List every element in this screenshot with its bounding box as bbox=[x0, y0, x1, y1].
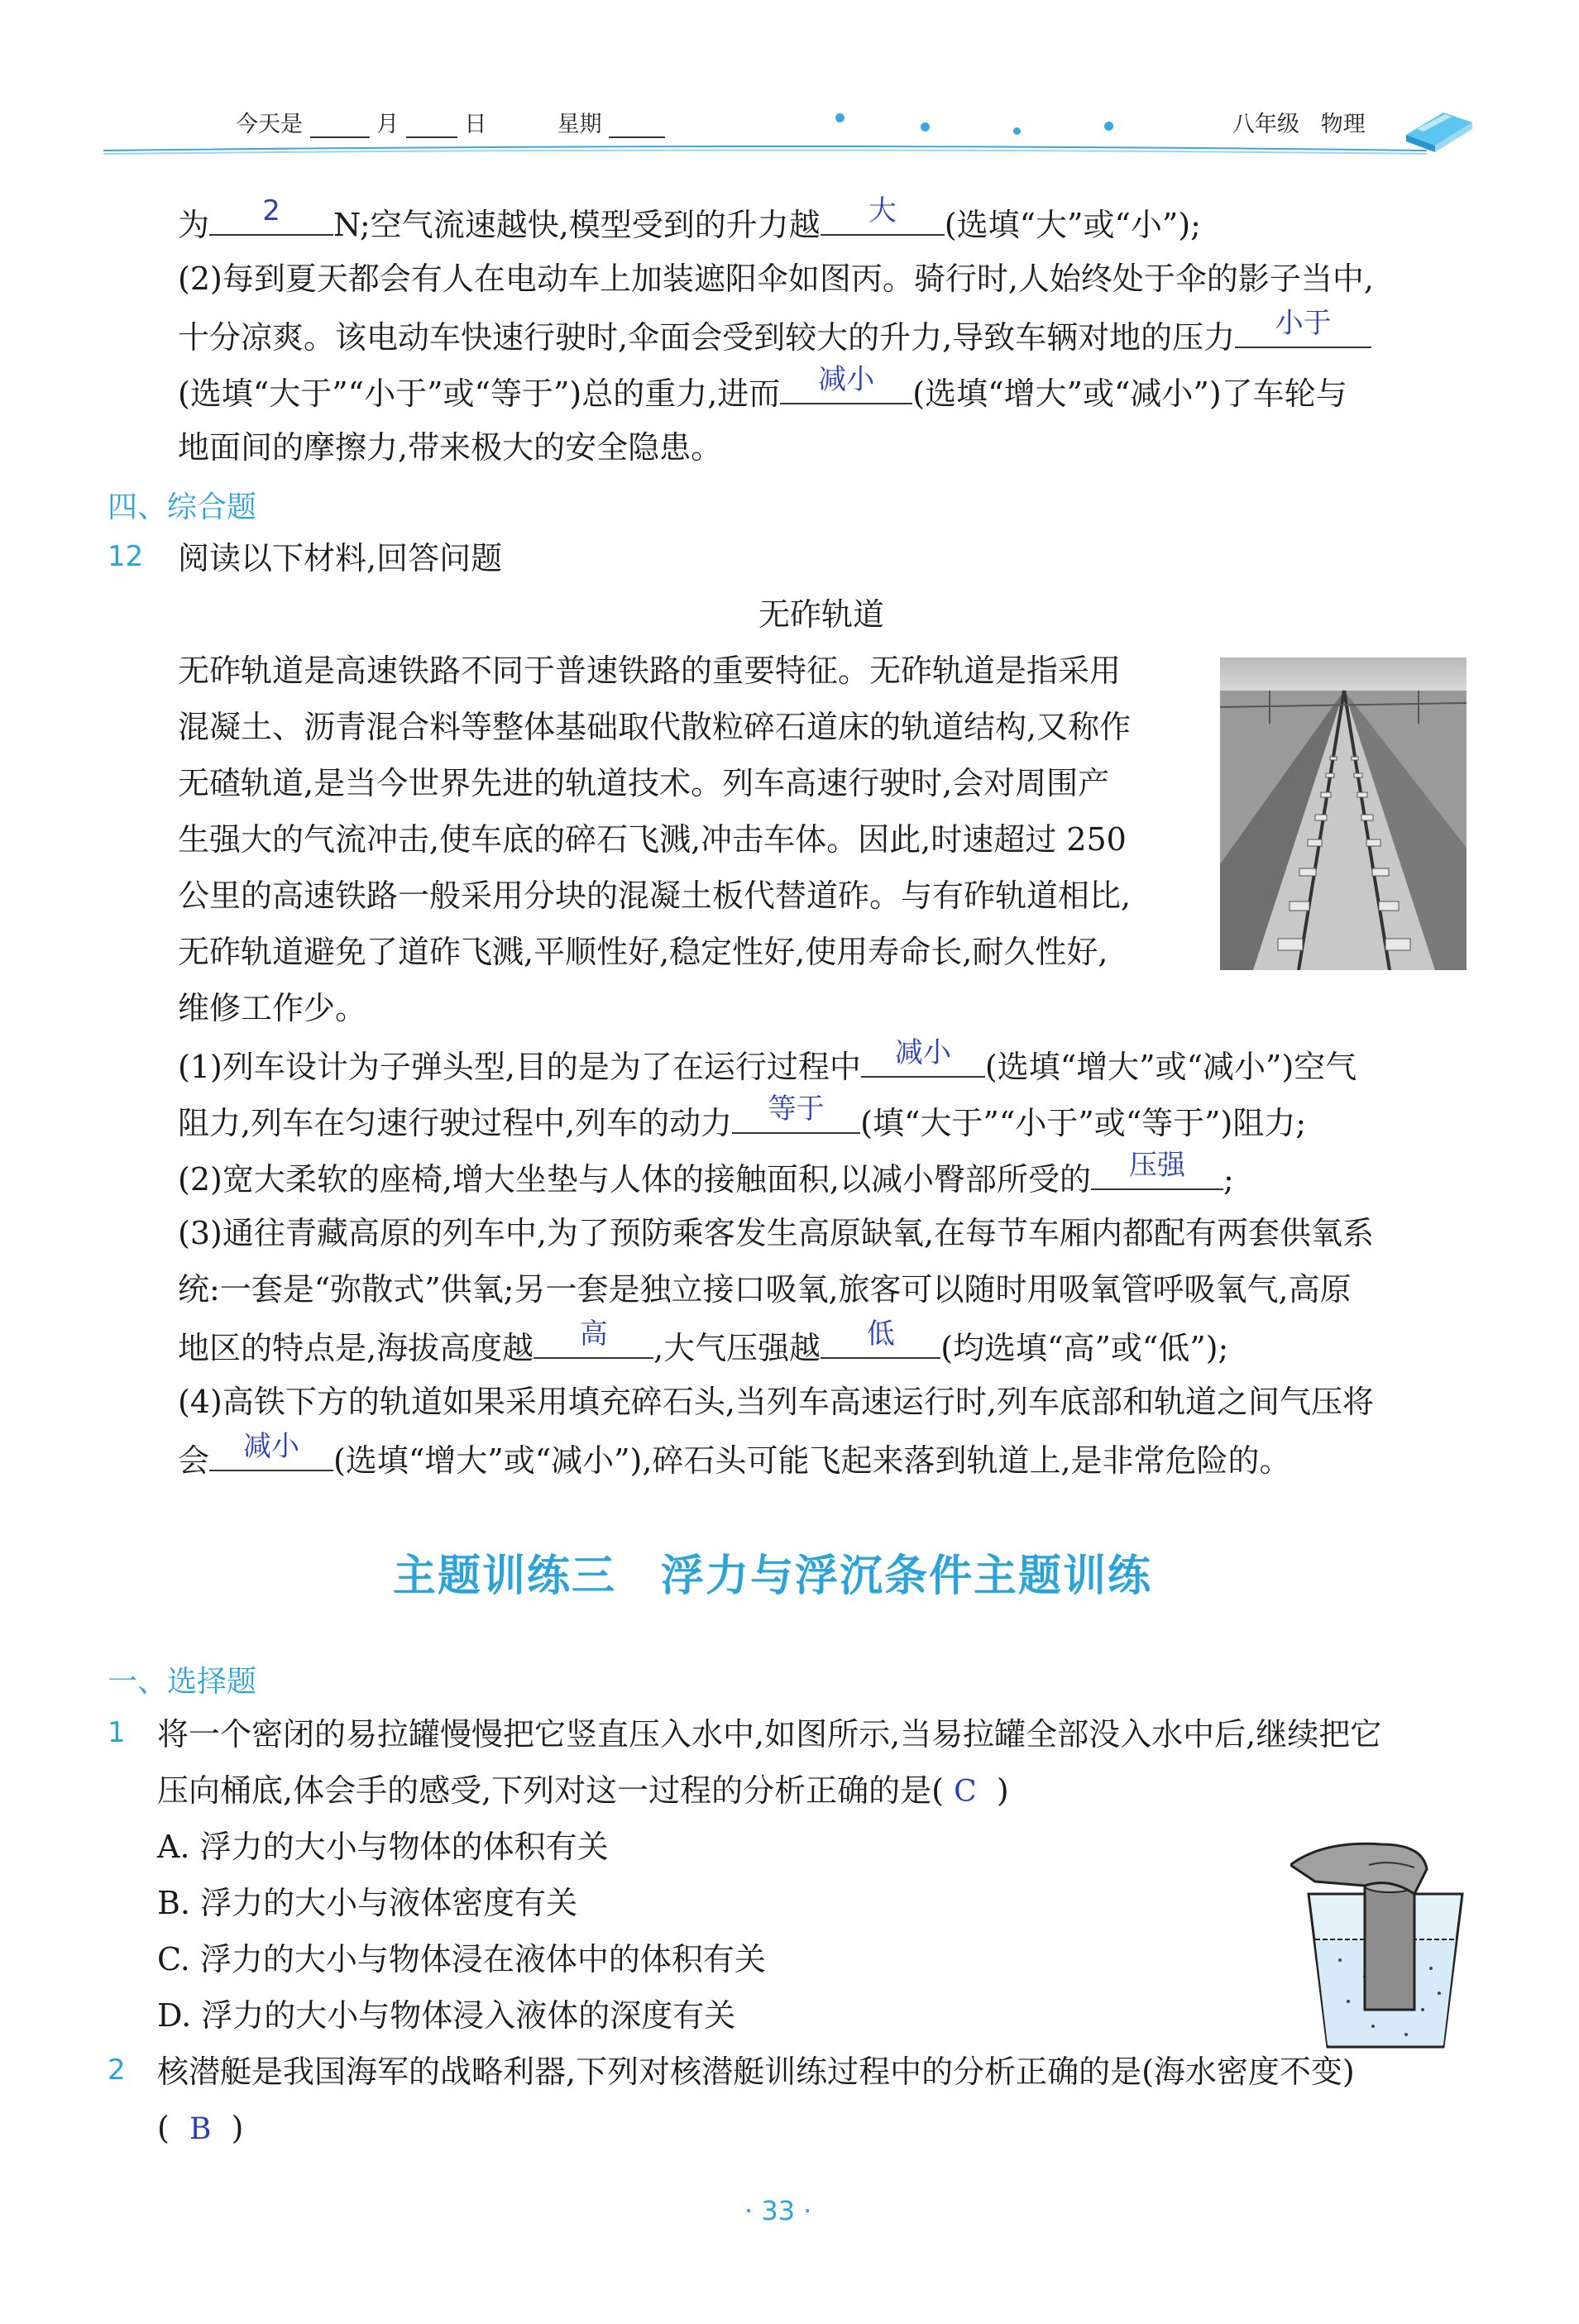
q11-line-1: 为 2 N;空气流速越快,模型受到的升力越 大 (选填“大”或“小”); bbox=[178, 203, 1201, 245]
option-d: D. 浮力的大小与物体浸入液体的深度有关 bbox=[157, 1997, 736, 2034]
subject-label: 物理 bbox=[1320, 112, 1366, 137]
answer-blank[interactable] bbox=[732, 1093, 860, 1134]
mc1-answer: C bbox=[954, 1775, 977, 1809]
passage-line: 混凝土、沥青混合料等整体基础取代散粒碎石道床的轨道结构,又称作 bbox=[178, 709, 1132, 745]
answer-text: 减小 bbox=[818, 363, 875, 396]
q12-sub3-line-2: 统:一套是“弥散式”供氧;另一套是独立接口吸氧,旅客可以随时用吸氧管呼吸氧气,高原 bbox=[178, 1271, 1352, 1308]
q11-line-3: 十分凉爽。该电动车快速行驶时,伞面会受到较大的升力,导致车辆对地的压力 小于 bbox=[178, 315, 1371, 357]
answer-text: 高 bbox=[579, 1317, 608, 1351]
day-blank[interactable] bbox=[406, 115, 457, 138]
page-number: · 33 · bbox=[744, 2195, 812, 2226]
answer-text: 2 bbox=[262, 194, 280, 227]
passage-line: 无碴轨道,是当今世界先进的轨道技术。列车高速行驶时,会对周围产 bbox=[178, 765, 1110, 801]
answer-text: 低 bbox=[866, 1317, 895, 1351]
header-rule bbox=[103, 141, 1493, 157]
passage-line: 无砟轨道是高速铁路不同于普速铁路的重要特征。无砟轨道是指采用 bbox=[178, 653, 1122, 689]
railway-track-photo bbox=[1220, 658, 1467, 970]
answer-text: 小于 bbox=[1275, 307, 1332, 340]
section-heading: 四、综合题 bbox=[108, 490, 257, 524]
today-label: 今天是 bbox=[236, 112, 303, 137]
answer-text: 压强 bbox=[1129, 1149, 1185, 1182]
answer-blank[interactable] bbox=[861, 1036, 985, 1078]
grade-subject bbox=[1232, 106, 1366, 138]
answer-blank[interactable] bbox=[209, 1430, 333, 1471]
answer-text: 等于 bbox=[768, 1093, 825, 1126]
mc2-answer: B bbox=[189, 2112, 212, 2146]
grade-label: 八年级 bbox=[1232, 112, 1299, 137]
passage-line: 无砟轨道避免了道砟飞溅,平顺性好,稳定性好,使用寿命长,耐久性好, bbox=[178, 934, 1108, 970]
decor-dot bbox=[921, 122, 930, 132]
passage-line: 公里的高速铁路一般采用分块的混凝土板代替道砟。与有砟轨道相比, bbox=[178, 877, 1132, 914]
option-c: C. 浮力的大小与物体浸在液体中的体积有关 bbox=[157, 1941, 766, 1977]
date-header bbox=[236, 106, 665, 138]
q11-line-4: (选填“大于”“小于”或“等于”)总的重力,进而 减小 (选填“增大”或“减小”)了车轮与 bbox=[178, 371, 1347, 414]
question-number: 12 bbox=[108, 540, 144, 573]
question-number: 2 bbox=[108, 2054, 126, 2087]
section-heading: 一、选择题 bbox=[108, 1665, 257, 1699]
week-blank[interactable] bbox=[609, 115, 665, 138]
can-in-bucket-illustration bbox=[1290, 1836, 1481, 2055]
answer-blank[interactable] bbox=[209, 194, 333, 236]
answer-blank[interactable] bbox=[1091, 1149, 1223, 1190]
q12-sub3-line-3: 地区的特点是,海拔高度越 高 ,大气压强越 低 (均选填“高”或“低”); bbox=[178, 1326, 1228, 1368]
decor-dot bbox=[835, 113, 845, 122]
option-a: A. 浮力的大小与物体的体积有关 bbox=[157, 1829, 609, 1865]
answer-blank[interactable] bbox=[534, 1317, 653, 1359]
q12-sub1-line-2: 阻力,列车在匀速行驶过程中,列车的动力 等于 (填“大于”“小于”或“等于”)阻力; bbox=[178, 1101, 1306, 1143]
option-b: B. 浮力的大小与液体密度有关 bbox=[157, 1885, 578, 1921]
month-label: 月 bbox=[376, 112, 400, 137]
decor-dot bbox=[1013, 127, 1021, 135]
passage-line: 生强大的气流冲击,使车底的碎石飞溅,冲击车体。因此,时速超过 250 bbox=[178, 821, 1127, 858]
month-blank[interactable] bbox=[310, 115, 370, 138]
decor-dot bbox=[1104, 122, 1113, 131]
topic-title: 主题训练三 浮力与浮沉条件主题训练 bbox=[393, 1552, 1153, 1601]
question-number: 1 bbox=[108, 1716, 126, 1749]
mc1-stem-line-1: 将一个密闭的易拉罐慢慢把它竖直压入水中,如图所示,当易拉罐全部没入水中后,继续把它 bbox=[157, 1716, 1382, 1753]
q12-sub3-line-1: (3)通往青藏高原的列车中,为了预防乘客发生高原缺氧,在每节车厢内都配有两套供氧系 bbox=[178, 1215, 1374, 1251]
answer-text: 减小 bbox=[243, 1430, 300, 1463]
mc2-stem-line-1: 核潜艇是我国海军的战略利器,下列对核潜艇训练过程中的分析正确的是(海水密度不变) bbox=[157, 2054, 1355, 2090]
mc2-stem-line-2: ( B ) bbox=[157, 2110, 244, 2146]
q12-sub4-line-1: (4)高铁下方的轨道如果采用填充碎石头,当列车高速运行时,列车底部和轨道之间气压将 bbox=[178, 1384, 1374, 1420]
q12-intro: 阅读以下材料,回答问题 bbox=[178, 540, 503, 576]
passage-title: 无砟轨道 bbox=[758, 596, 885, 633]
q12-sub1-line-1: (1)列车设计为子弹头型,目的是为了在运行过程中 减小 (选填“增大”或“减小”)空气 bbox=[178, 1045, 1357, 1087]
answer-text: 大 bbox=[868, 194, 897, 227]
day-label: 日 bbox=[464, 112, 487, 137]
week-label: 星期 bbox=[557, 112, 602, 137]
answer-blank[interactable] bbox=[1235, 307, 1371, 348]
mc1-stem-line-2: 压向桶底,体会手的感受,下列对这一过程的分析正确的是( C ) bbox=[157, 1772, 1009, 1809]
answer-blank[interactable] bbox=[821, 1317, 940, 1359]
answer-text: 减小 bbox=[894, 1036, 951, 1069]
answer-blank[interactable] bbox=[780, 363, 912, 404]
q12-sub4-line-2: 会 减小 (选填“增大”或“减小”),碎石头可能飞起来落到轨道上,是非常危险的。 bbox=[178, 1438, 1291, 1480]
answer-blank[interactable] bbox=[821, 194, 945, 236]
passage-line: 维修工作少。 bbox=[178, 990, 367, 1026]
q11-line-5: 地面间的摩擦力,带来极大的安全隐患。 bbox=[178, 429, 723, 466]
q12-sub2: (2)宽大柔软的座椅,增大坐垫与人体的接触面积,以减小臀部所受的 压强 ; bbox=[178, 1157, 1234, 1199]
q11-line-2: (2)每到夏天都会有人在电动车上加装遮阳伞如图丙。骑行时,人始终处于伞的影子当中, bbox=[178, 261, 1374, 297]
